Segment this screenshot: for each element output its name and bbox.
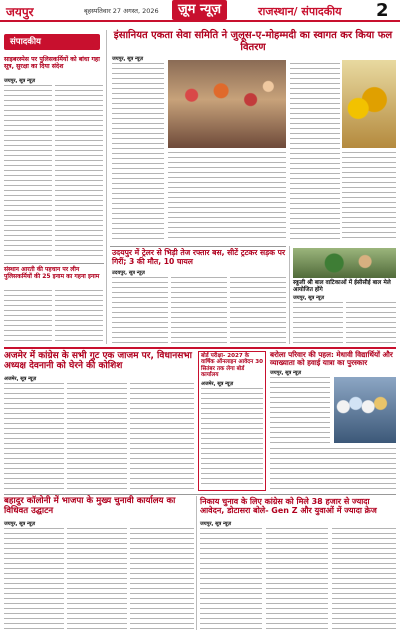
lead-story-photo <box>168 60 286 148</box>
side-story-photo <box>293 248 396 278</box>
bjp-story-text-col-3 <box>130 528 194 630</box>
newspaper-logo: ज़ूम न्यूज़ <box>172 0 227 20</box>
students-story-headline: बरोला परिवार की पहल: मेधावी विद्यार्थियों और व्याख्याता को हवाई यात्रा का पुरस्कार <box>270 350 393 368</box>
editorial-label: संपादकीय <box>4 34 100 50</box>
column-rule <box>289 246 290 344</box>
side-story-headline: स्कूली श्री बाल वाटिकाओं में ईसीसीई बाल मेले आयोजित होंगे <box>293 280 391 293</box>
ajmer-story-headline: अजमेर में कांग्रेस के सभी गुट एक जाजम पर, विधानसभा अध्यक्ष देवनानी को घेरने की कोशिश <box>4 351 192 372</box>
ajmer-story-text-col-2 <box>67 383 127 490</box>
quill-icon <box>88 34 102 50</box>
column-rule <box>106 30 107 344</box>
editorial-byline: जयपुर, सूत्र न्यूज़ <box>4 78 36 84</box>
students-story-photo <box>334 377 396 443</box>
congress-story-byline: जयपुर, सूत्र न्यूज़ <box>200 521 232 527</box>
editorial-text-col-2 <box>55 85 103 260</box>
bjp-story-headline: बहादुर कॉलोनी में भाजपा के मुख्य चुनावी कार्यालय का विधिवत उद्घाटन <box>4 496 176 516</box>
accident-story-text-col-2 <box>171 277 227 343</box>
masthead-city: जयपुर <box>6 5 34 19</box>
page-number: 2 <box>376 0 389 21</box>
board-exam-headline: बोर्ड परीक्षा- 2027 के वार्षिक ऑनलाइन आवेदन 30 सितंबर तक लेगा बोर्ड कार्यालय <box>201 353 263 379</box>
congress-story-text-col-3 <box>332 528 396 630</box>
editorial-second-text-col-1 <box>4 290 52 342</box>
column-rule <box>196 496 197 630</box>
bjp-story-text-col-1 <box>4 528 64 630</box>
ajmer-story-text-col-3 <box>130 383 194 490</box>
congress-story-text-col-1 <box>200 528 262 630</box>
board-exam-text <box>201 388 263 488</box>
divider <box>4 494 396 495</box>
lead-story-headline: इंसानियत एकता सेवा समिति ने जुलूस-ए-मोहम्मदी का स्वागत कर किया फल वितरण <box>113 30 393 53</box>
lead-story-photo-2 <box>342 60 396 148</box>
students-story-text-col-1 <box>270 377 330 445</box>
masthead <box>0 0 400 22</box>
ajmer-story-byline: अजमेर, सूत्र न्यूज़ <box>4 376 37 382</box>
congress-story-headline: निकाय चुनाव के लिए कांग्रेस को मिले 38 हजार से ज्यादा आवेदन, डोटासरा बोले- Gen Z और युवाओं में ज्यादा क्रेज <box>200 497 377 516</box>
lead-story-text-col-3 <box>290 63 340 243</box>
bjp-story-text-col-2 <box>67 528 127 630</box>
bjp-story-byline: जयपुर, सूत्र न्यूज़ <box>4 521 36 527</box>
side-story-byline: जयपुर, सूत्र न्यूज़ <box>293 295 325 301</box>
masthead-section: राजस्थान/ संपादकीय <box>258 5 342 18</box>
students-story-byline: जयपुर, सूत्र न्यूज़ <box>270 370 302 376</box>
divider <box>110 246 286 247</box>
masthead-date: बृहस्पतिवार 27 अगस्त, 2026 <box>84 7 159 15</box>
lead-story-text-col-1 <box>112 63 164 243</box>
divider <box>4 263 104 264</box>
lead-story-byline: जयपुर, सूत्र न्यूज़ <box>112 56 144 62</box>
side-story-text-col-2 <box>346 302 396 344</box>
accident-story-text-col-1 <box>112 277 168 343</box>
accident-story-text-col-3 <box>230 277 286 343</box>
side-story-text-col-1 <box>293 302 343 344</box>
editorial-second-headline: संस्थान आरती की पहचान पर लीन पुलिसकर्मियों की 25 इनाम का गहना इनाम <box>4 266 100 280</box>
board-exam-byline: अजमेर, सूत्र न्यूज़ <box>201 381 234 387</box>
lead-story-text-col-2 <box>168 152 286 242</box>
editorial-second-text-col-2 <box>55 290 103 342</box>
editorial-text-col-1 <box>4 85 52 260</box>
students-story-text-col-2 <box>270 448 396 490</box>
ajmer-story-text-col-1 <box>4 383 64 490</box>
congress-story-text-col-2 <box>266 528 328 630</box>
section-divider <box>4 347 396 349</box>
accident-story-byline: उदयपुर, सूत्र न्यूज़ <box>112 270 145 276</box>
lead-story-text-col-4 <box>342 152 396 242</box>
accident-story-headline: उदयपुर में ट्रेलर से भिड़ी तेज रफ्तार बस, सीटें ट्रटकर सड़क पर गिरीं; 3 की मौत, 10 घायल <box>112 248 286 266</box>
editorial-headline: साइबरस्पेस पर पुलिसकर्मियों को बांधा गहा सूत्र, सुरक्षा का दिया संदेश <box>4 56 100 71</box>
